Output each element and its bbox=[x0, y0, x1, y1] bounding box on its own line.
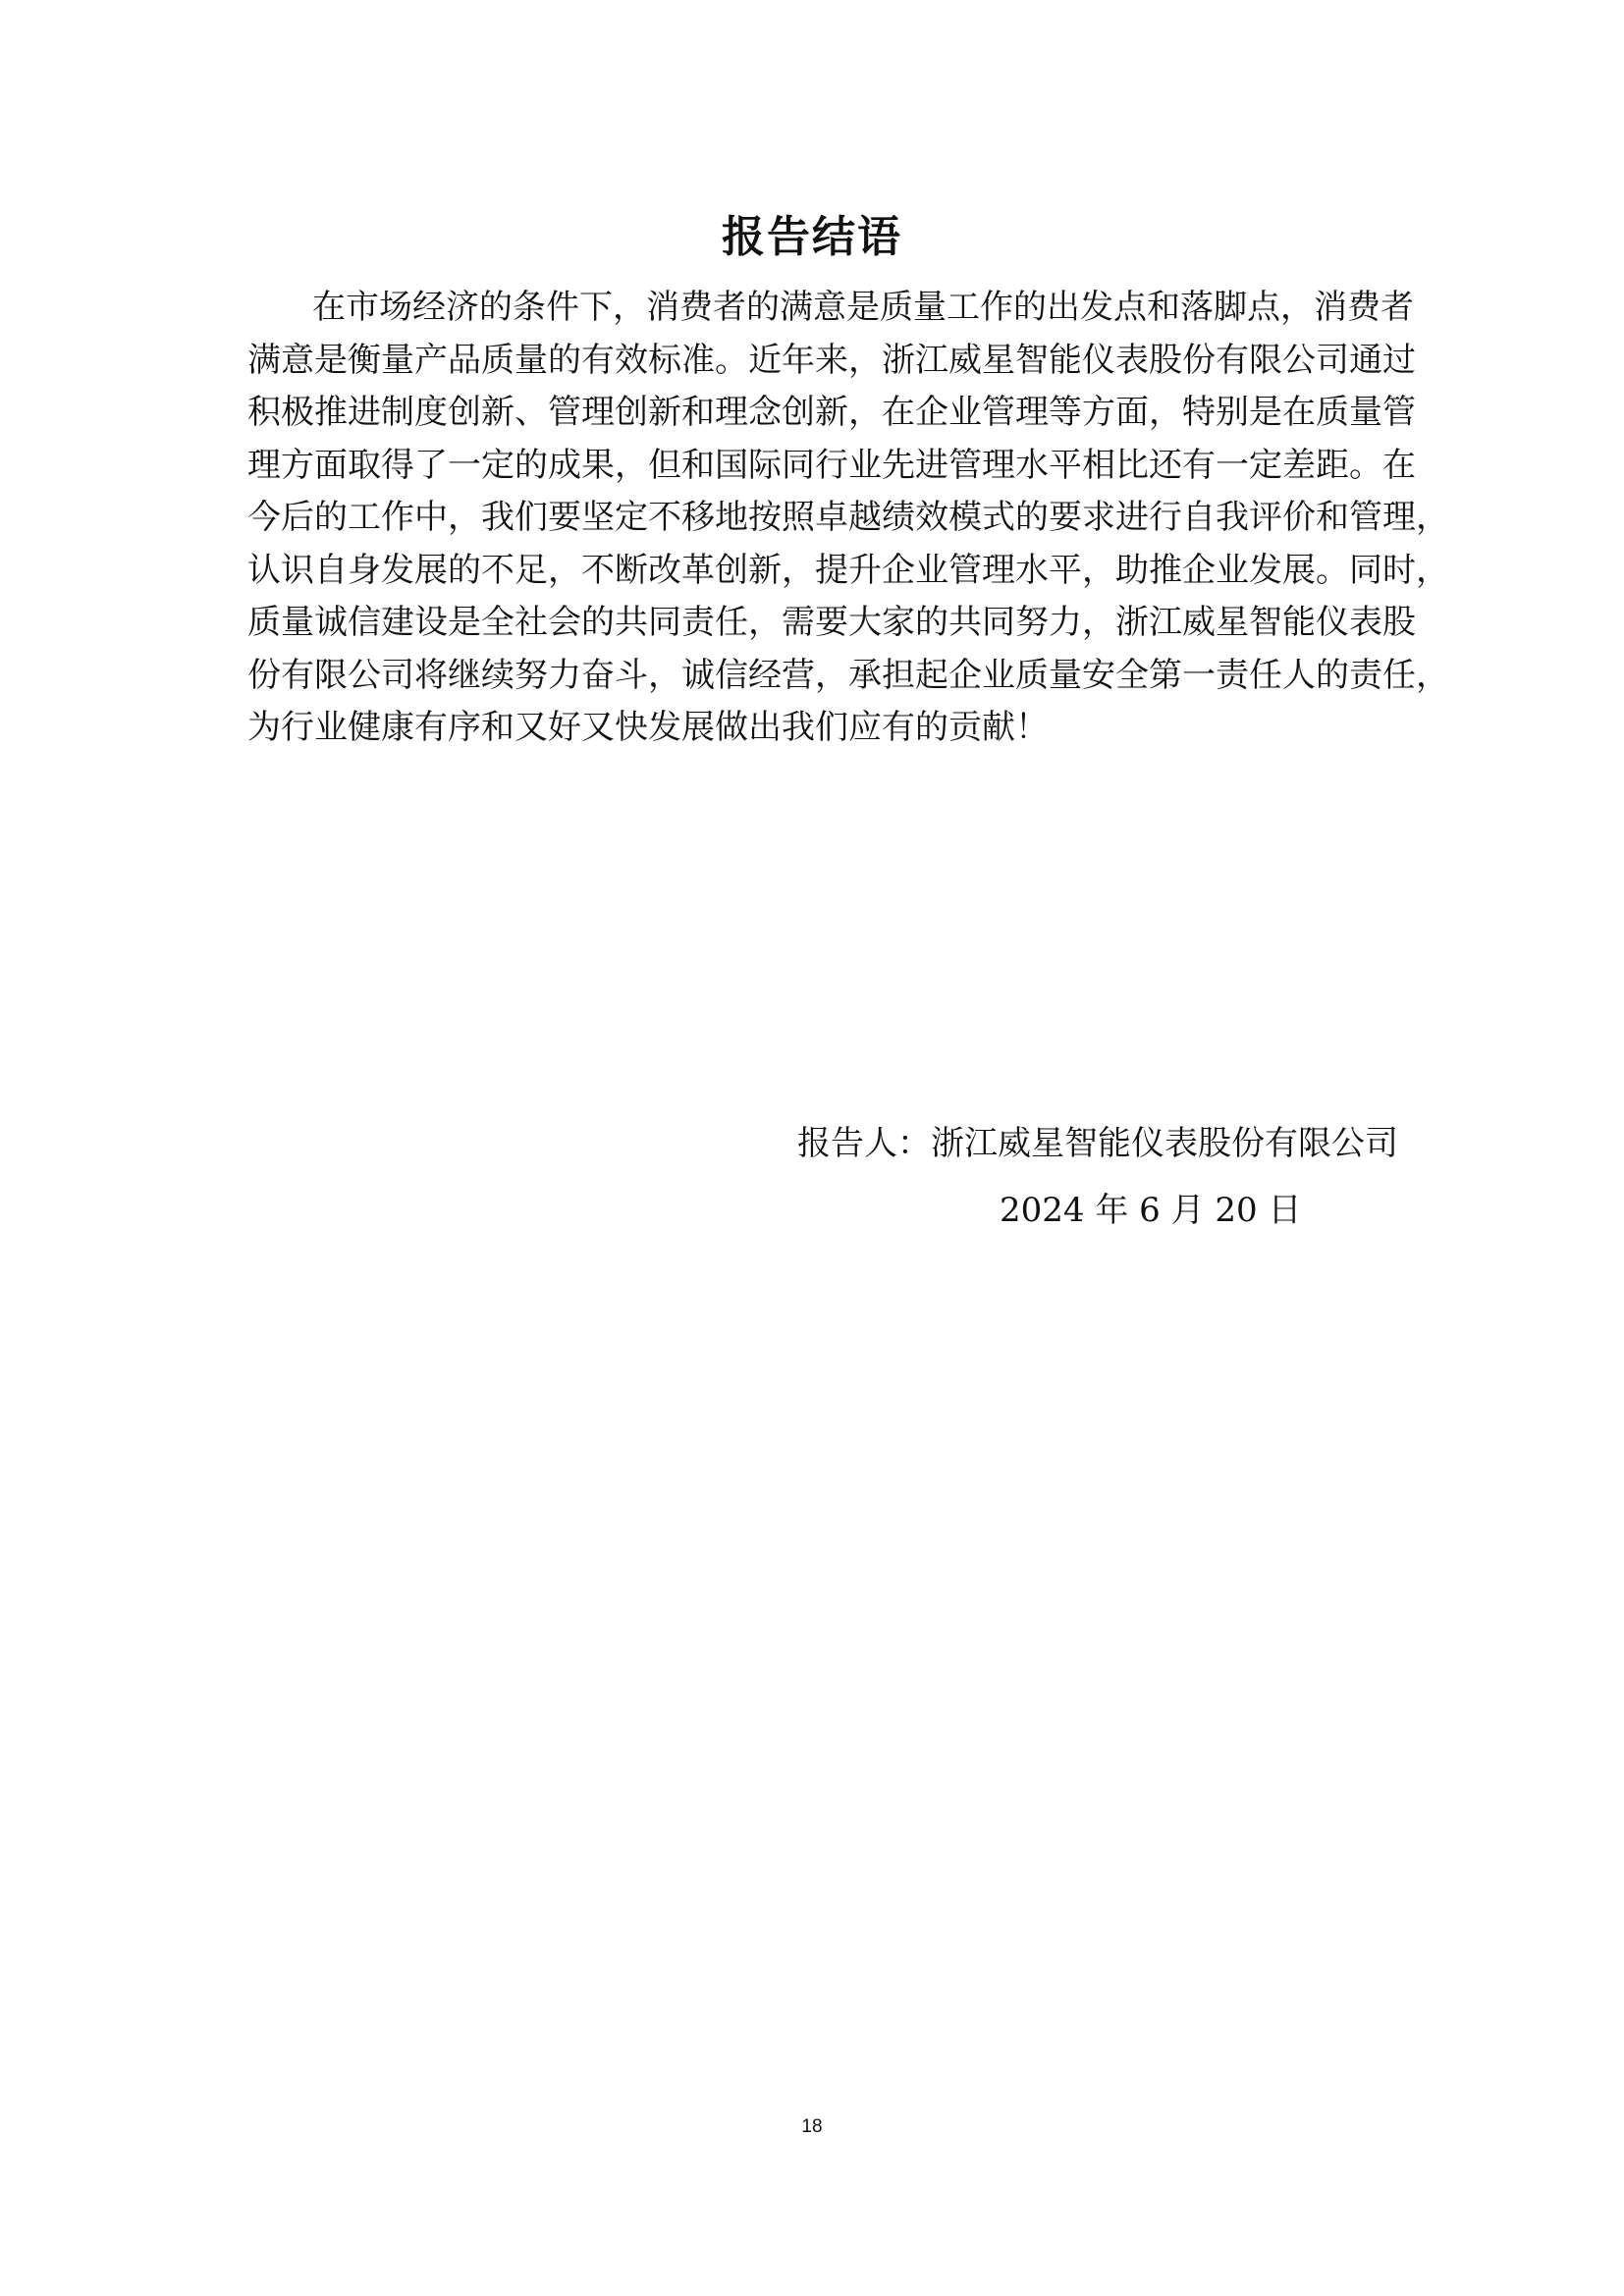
paragraph-line: 今后的工作中，我们要坚定不移地按照卓越绩效模式的要求进行自我评价和管理， bbox=[247, 498, 1449, 537]
report-signature: 报告人：浙江威星智能仪表股份有限公司 bbox=[797, 1124, 1398, 1163]
paragraph-line: 在市场经济的条件下，消费者的满意是质量工作的出发点和落脚点，消费者 bbox=[312, 288, 1414, 327]
paragraph-line: 认识自身发展的不足，不断改革创新，提升企业管理水平，助推企业发展。同时， bbox=[247, 550, 1449, 590]
page-number: 18 bbox=[801, 2116, 823, 2137]
paragraph-line: 理方面取得了一定的成果，但和国际同行业先进管理水平相比还有一定差距。在 bbox=[247, 445, 1416, 485]
paragraph-line: 为行业健康有序和又好又快发展做出我们应有的贡献！ bbox=[247, 708, 1049, 747]
conclusion-paragraph bbox=[247, 282, 1449, 755]
page-title: 报告结语 bbox=[722, 212, 902, 262]
paragraph-line: 积极推进制度创新、管理创新和理念创新，在企业管理等方面，特别是在质量管 bbox=[247, 393, 1416, 432]
paragraph-line: 份有限公司将继续努力奋斗，诚信经营，承担起企业质量安全第一责任人的责任， bbox=[247, 655, 1449, 695]
paragraph-line: 满意是衡量产品质量的有效标准。近年来，浙江威星智能仪表股份有限公司通过 bbox=[247, 340, 1416, 380]
paragraph-line: 质量诚信建设是全社会的共同责任，需要大家的共同努力，浙江威星智能仪表股 bbox=[247, 603, 1416, 642]
report-date: 2024 年 6 月 20 日 bbox=[1000, 1191, 1302, 1230]
